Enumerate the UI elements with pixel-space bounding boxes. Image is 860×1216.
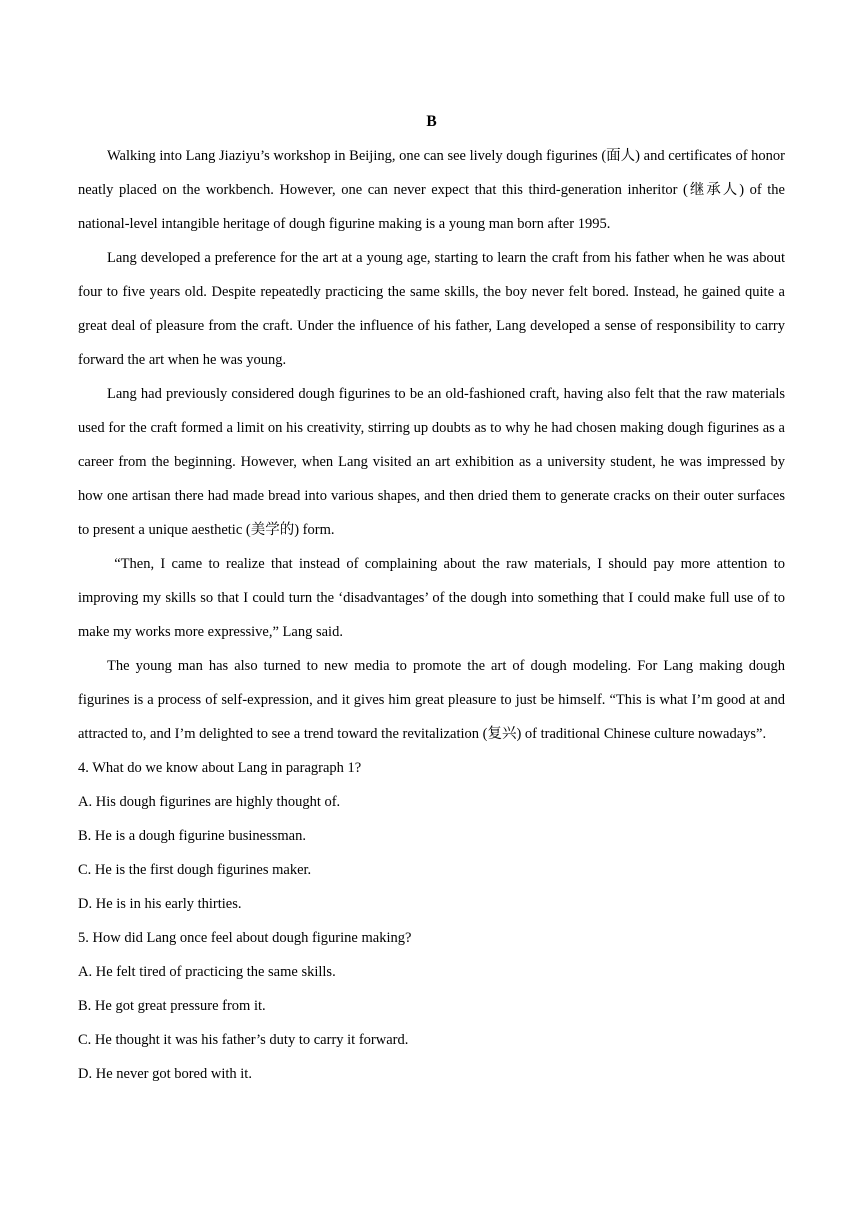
passage-paragraph-5: The young man has also turned to new media to promote the art of dough modeling. For Lang making dough figurines is a process of self-expression, and it gives him great pleasure to just be himself. “This is what I’m good at and attracted to, and I’m delighted to see a trend toward the revitalization (复兴) of traditional Chinese culture nowadays”.	[78, 658, 785, 742]
section-title: B	[426, 113, 437, 130]
passage-paragraph-2: Lang developed a preference for the art at a young age, starting to learn the craft from his father when he was about four to five years old. Despite repeatedly practicing the same skills, the boy never felt bored. Instead, he gained quite a great deal of pleasure from the craft. Under the influence of his father, Lang developed a sense of responsibility to carry forward the art when he was young.	[78, 250, 785, 368]
question-4	[78, 751, 785, 921]
question-list	[78, 751, 785, 1091]
reading-passage	[78, 139, 785, 751]
passage-paragraph-1: Walking into Lang Jiaziyu’s workshop in Beijing, one can see lively dough figurines (面人) and certificates of honor neatly placed on the workbench. However, one can never expect that this third-generation inheritor (继承人) of the national-level intangible heritage of dough figurine making is a young man born after 1995.	[78, 148, 785, 232]
answer-option-c: C. He thought it was his father’s duty to carry it forward.	[78, 1032, 409, 1048]
document-page	[78, 108, 785, 1091]
answer-option-a: A. He felt tired of practicing the same skills.	[78, 964, 336, 980]
answer-option-c: C. He is the first dough figurines maker.	[78, 862, 312, 878]
passage-paragraph-4: “Then, I came to realize that instead of complaining about the raw materials, I should pay more attention to improving my skills so that I could turn the ‘disadvantages’ of the dough into something that I could make full use of to make my works more expressive,” Lang said.	[78, 556, 785, 640]
answer-option-b: B. He got great pressure from it.	[78, 998, 266, 1014]
question-stem: 5. How did Lang once feel about dough figurine making?	[78, 930, 412, 946]
question-stem: 4. What do we know about Lang in paragraph 1?	[78, 760, 362, 776]
answer-option-b: B. He is a dough figurine businessman.	[78, 828, 306, 844]
answer-option-d: D. He never got bored with it.	[78, 1066, 252, 1082]
question-5	[78, 921, 785, 1091]
passage-paragraph-3: Lang had previously considered dough figurines to be an old-fashioned craft, having also felt that the raw materials used for the craft formed a limit on his creativity, stirring up doubts as to why he had chosen making dough figurines as a career from the beginning. However, when Lang visited an art exhibition as a university student, he was impressed by how one artisan there had made bread into various shapes, and then dried them to generate cracks on their outer surfaces to present a unique aesthetic (美学的) form.	[78, 386, 785, 538]
answer-option-d: D. He is in his early thirties.	[78, 896, 242, 912]
answer-option-a: A. His dough figurines are highly thought of.	[78, 794, 341, 810]
